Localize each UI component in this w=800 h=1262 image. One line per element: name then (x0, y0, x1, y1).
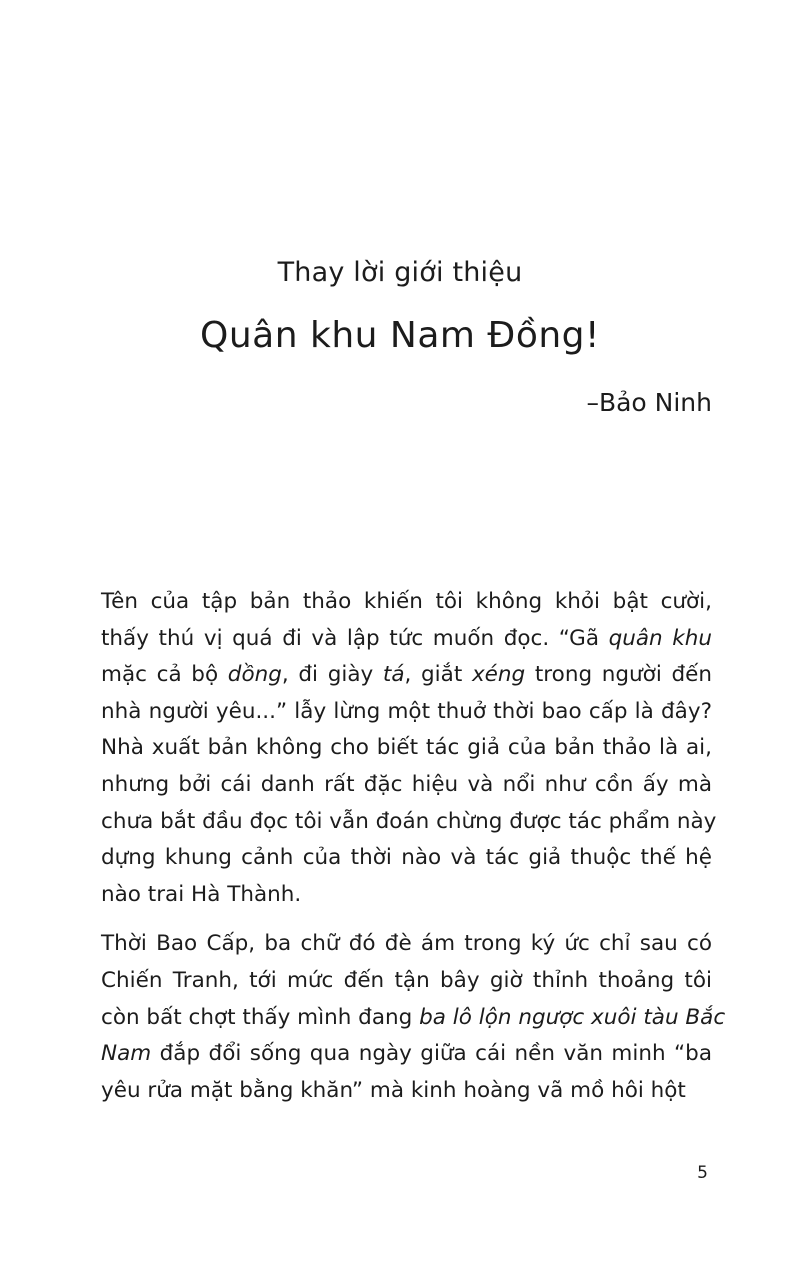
text-run: đắp đổi sống qua ngày giữa cái nền văn minh “ba (151, 1041, 712, 1067)
text-run: nhà người yêu...” lẫy lừng một thuở thời bao cấp là đây? (101, 698, 712, 724)
text-line (101, 926, 712, 963)
text-run: yêu rửa mặt bằng khăn” mà kinh hoàng vã mồ hôi hột (101, 1077, 686, 1103)
paragraph (101, 926, 726, 1109)
text-line (101, 1073, 712, 1110)
page-number: 5 (697, 1163, 708, 1183)
text-run: dựng khung cảnh của thời nào và tác giả thuộc thế hệ (101, 845, 712, 871)
text-run: còn bất chợt thấy mình đang (101, 1004, 420, 1030)
text-line (101, 621, 712, 658)
text-run: , đi giày (281, 662, 383, 688)
body-text (101, 584, 726, 1109)
text-line (101, 1000, 726, 1037)
text-line (101, 584, 712, 621)
text-run: trong người đến (525, 662, 712, 688)
paragraph (101, 584, 717, 913)
text-line (101, 840, 712, 877)
text-line (101, 877, 712, 914)
italic-text: tá (382, 662, 405, 688)
italic-text: xéng (471, 662, 526, 688)
text-run: nhưng bởi cái danh rất đặc hiệu và nổi như cồn ấy mà (101, 771, 712, 797)
text-run: thấy thú vị quá đi và lập tức muốn đọc. “Gã (101, 625, 609, 651)
chapter-title: Quân khu Nam Đồng! (200, 315, 600, 356)
text-run: mặc cả bộ (101, 662, 228, 688)
text-run: Thời Bao Cấp, ba chữ đó đè ám trong ký ức chỉ sau có (101, 931, 712, 957)
text-run: Chiến Tranh, tới mức đến tận bây giờ thỉnh thoảng tôi (101, 967, 712, 993)
text-line (101, 804, 717, 841)
text-run: Tên của tập bản thảo khiến tôi không khỏi bật cười, (101, 589, 712, 614)
text-line (101, 694, 712, 731)
text-line (101, 1036, 712, 1073)
text-run: , giắt (404, 662, 472, 688)
text-line (101, 767, 712, 804)
italic-text: quân khu (608, 625, 712, 651)
text-line (101, 730, 712, 767)
chapter-subtitle: Thay lời giới thiệu (277, 257, 523, 288)
italic-text: dồng (227, 662, 282, 688)
text-run: chưa bắt đầu đọc tôi vẫn đoán chừng được tác phẩm này (101, 808, 717, 834)
italic-text: ba lô lộn ngược xuôi tàu Bắc (419, 1004, 726, 1030)
text-line (101, 963, 712, 1000)
text-run: nào trai Hà Thành. (101, 881, 302, 907)
text-line (101, 657, 712, 694)
text-run: Nhà xuất bản không cho biết tác giả của bản thảo là ai, (101, 735, 712, 761)
italic-text: Nam (101, 1041, 152, 1067)
author-name: –Bảo Ninh (586, 388, 712, 417)
